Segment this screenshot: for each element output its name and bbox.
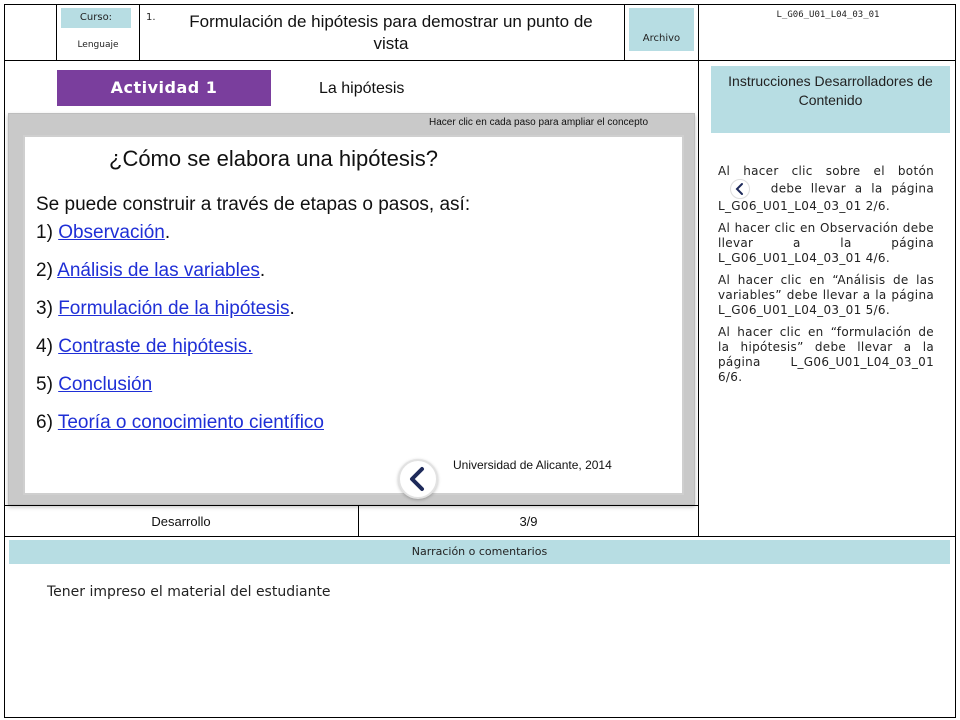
divider-header-b [139, 4, 140, 60]
step-number: 4) [36, 336, 53, 357]
instructions-notes [718, 164, 934, 392]
chevron-left-icon [400, 461, 436, 497]
frame-right [955, 4, 956, 718]
chevron-left-icon [731, 180, 749, 198]
curso-label: Curso: [61, 8, 131, 28]
subject-label: Lenguaje [77, 40, 119, 50]
slide-intro: Se puede construir a través de etapas o pasos, así: [36, 194, 471, 215]
page-counter: 3/9 [519, 514, 538, 529]
step-5 [36, 374, 152, 396]
step-link-analisis[interactable]: Análisis de las variables [57, 260, 260, 281]
step-link-contraste[interactable]: Contraste de hipótesis. [58, 336, 253, 357]
divider-header-a [56, 4, 57, 60]
slide-source: Universidad de Alicante, 2014 [453, 458, 612, 472]
narration-header: Narración o comentarios [9, 540, 950, 564]
back-button[interactable] [398, 459, 438, 499]
step-1: 1) Observación. [36, 222, 171, 243]
instruction-note-1: Al hacer clic sobre el botón debe llevar a la página L_G06_U01_L04_03_01 2/6. [718, 164, 934, 213]
divider-right-column [698, 4, 699, 536]
divider-header [4, 60, 956, 61]
activity-topic: La hipótesis [319, 80, 405, 97]
back-button-reference [730, 179, 750, 199]
divider-footer [4, 505, 698, 506]
page-title: Formulación de hipótesis para demostrar un punto de vista [189, 12, 593, 53]
step-4 [36, 336, 253, 358]
step-3: 3) Formulación de la hipótesis. [36, 298, 295, 319]
step-number: 5) [36, 374, 53, 395]
step-6 [36, 412, 324, 434]
step-number: 2) [36, 260, 53, 281]
section-label: Desarrollo [151, 514, 211, 529]
slide-panel [8, 113, 695, 505]
step-number: 6) [36, 412, 53, 433]
step-link-observacion[interactable]: Observación [58, 222, 165, 243]
narration-text: Tener impreso el material del estudiante [47, 584, 331, 600]
step-number: 1) [36, 222, 53, 243]
archivo-button[interactable]: Archivo [629, 8, 694, 51]
lesson-number: 1. [146, 12, 156, 23]
lesson-code: L_G06_U01_L04_03_01 [776, 10, 880, 20]
instruction-note-3: Al hacer clic en “Análisis de las variables” debe llevar a la página L_G06_U01_L04_03_01 5/6. [718, 273, 934, 317]
instructions-header: Instrucciones Desarrolladores de Contenido [711, 66, 950, 133]
step-link-teoria[interactable]: Teoría o conocimiento científico [57, 412, 324, 433]
frame-top [4, 4, 956, 5]
step-link-conclusion[interactable]: Conclusión [58, 374, 153, 395]
slide-content [23, 135, 684, 495]
step-link-formulacion[interactable]: Formulación de la hipótesis [58, 298, 290, 319]
step-2: 2) Análisis de las variables. [36, 260, 266, 281]
activity-badge: Actividad 1 [57, 70, 271, 106]
frame-left [4, 4, 5, 718]
divider-narration [4, 536, 956, 537]
slide-hint: Hacer clic en cada paso para ampliar el concepto [429, 117, 649, 128]
step-number: 3) [36, 298, 53, 319]
slide-heading: ¿Cómo se elabora una hipótesis? [109, 146, 438, 171]
instruction-note-4: Al hacer clic en “formulación de la hipótesis” debe llevar a la página L_G06_U01_L04_03_01 6/6. [718, 325, 934, 384]
frame-bottom [4, 717, 956, 718]
divider-header-c [624, 4, 625, 60]
instruction-note-2: Al hacer clic en Observación debe llevar a la página L_G06_U01_L04_03_01 4/6. [718, 221, 934, 265]
